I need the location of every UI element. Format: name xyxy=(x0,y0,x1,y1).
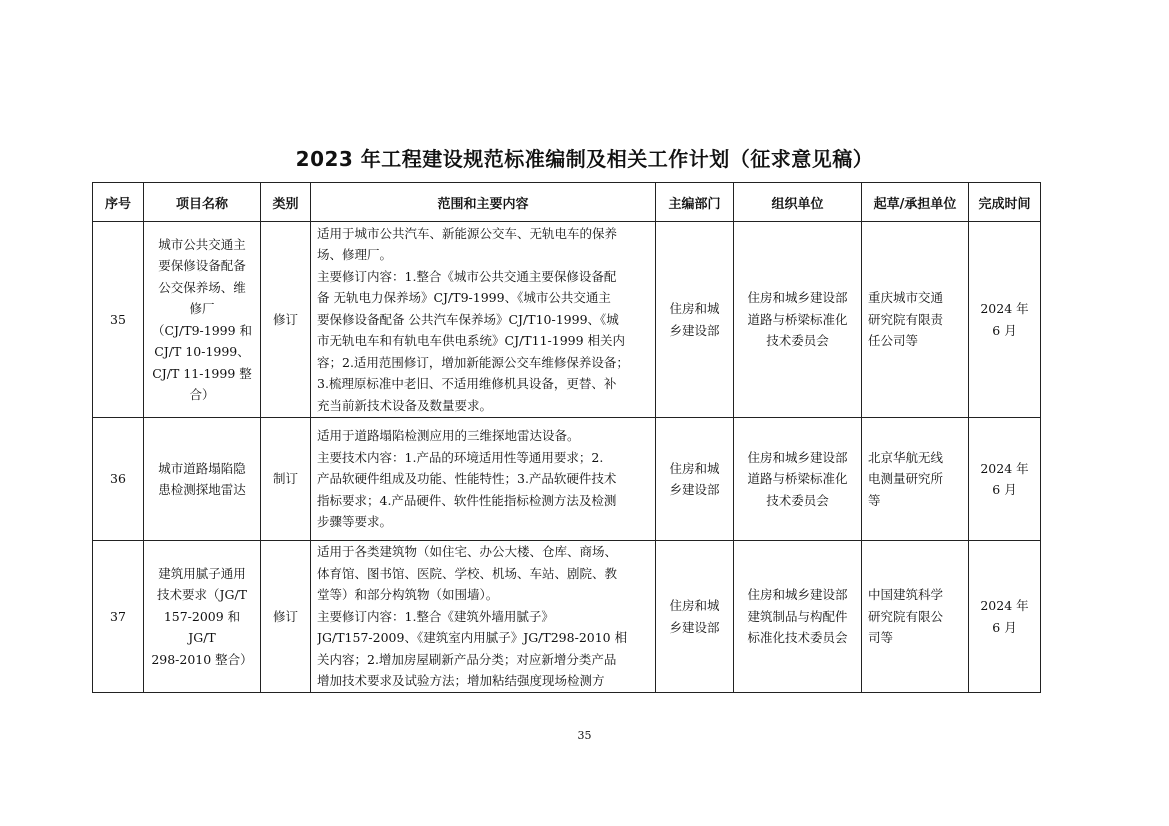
table-header-row xyxy=(93,183,1041,222)
row-org xyxy=(734,222,862,418)
row-drafter xyxy=(862,222,969,418)
row-time: 2024 年 6 月 xyxy=(969,541,1041,693)
header-editor: 主编部门 xyxy=(656,183,734,222)
row-no: 37 xyxy=(93,541,144,693)
row-time: 2024 年 6 月 xyxy=(969,222,1041,418)
row-org-text: 住房和城乡建设部 道路与桥梁标准化 技术委员会 xyxy=(747,290,848,349)
row-editor-text: 住房和城 乡建设部 xyxy=(669,598,720,635)
plan-table xyxy=(92,182,1041,693)
row-drafter-text: 北京华航无线 电测量研究所 等 xyxy=(868,449,944,508)
row-drafter-text: 中国建筑科学 研究院有限公 司等 xyxy=(868,587,944,646)
content-line: 产品软硬件组成及功能、性能特性；3.产品软硬件技术 xyxy=(317,471,617,487)
row-editor xyxy=(656,541,734,693)
content-line: 主要技术内容：1.产品的环境适用性等通用要求；2. xyxy=(317,449,604,465)
row-drafter xyxy=(862,418,969,541)
content-line: 指标要求；4.产品硬件、软件性能指标检测方法及检测 xyxy=(317,492,617,508)
row-content xyxy=(311,418,656,541)
content-line: 关内容；2.增加房屋刷新产品分类；对应新增分类产品 xyxy=(317,651,617,667)
content-line: 主要修订内容：1.整合《建筑外墙用腻子》 xyxy=(317,608,554,624)
row-editor-text: 住房和城 乡建设部 xyxy=(669,301,720,338)
row-name-text: 城市道路塌陷隐 患检测探地雷达 xyxy=(158,460,246,497)
row-type: 制订 xyxy=(261,418,311,541)
content-line: 市无轨电车和有轨电车供电系统》CJ/T11-1999 相关内 xyxy=(317,333,626,349)
content-line: 场、修理厂。 xyxy=(317,247,393,263)
content-line: 堂等）和部分构筑物（如围墙）。 xyxy=(317,587,499,603)
table-row xyxy=(93,222,1041,418)
row-org-text: 住房和城乡建设部 道路与桥梁标准化 技术委员会 xyxy=(747,449,848,508)
row-name xyxy=(144,418,261,541)
row-drafter xyxy=(862,541,969,693)
page-number: 35 xyxy=(577,729,592,742)
content-line: 适用于城市公共汽车、新能源公交车、无轨电车的保养 xyxy=(317,225,618,241)
row-org xyxy=(734,541,862,693)
row-name xyxy=(144,541,261,693)
row-name xyxy=(144,222,261,418)
table-row xyxy=(93,418,1041,541)
header-drafter: 起草/承担单位 xyxy=(862,183,969,222)
row-org-text: 住房和城乡建设部 建筑制品与构配件 标准化技术委员会 xyxy=(747,587,848,646)
row-org xyxy=(734,418,862,541)
content-line: 适用于各类建筑物（如住宅、办公大楼、仓库、商场、 xyxy=(317,544,618,560)
header-org: 组织单位 xyxy=(734,183,862,222)
content-line: JG/T157-2009、《建筑室内用腻子》JG/T298-2010 相 xyxy=(317,630,628,646)
row-type: 修订 xyxy=(261,222,311,418)
row-no: 36 xyxy=(93,418,144,541)
page-title: 2023 年工程建设规范标准编制及相关工作计划（征求意见稿） xyxy=(295,147,874,171)
content-line: 步骤等要求。 xyxy=(317,514,393,530)
content-line: 备 无轨电力保养场》CJ/T9-1999、《城市公共交通主 xyxy=(317,290,611,306)
content-line: 容；2.适用范围修订，增加新能源公交车维修保养设备； xyxy=(317,354,629,370)
row-drafter-text: 重庆城市交通 研究院有限责 任公司等 xyxy=(868,290,944,349)
row-editor-text: 住房和城 乡建设部 xyxy=(669,460,720,497)
content-line: 3.梳理原标准中老旧、不适用维修机具设备，更替、补 xyxy=(317,376,617,392)
row-content xyxy=(311,222,656,418)
content-line: 主要修订内容：1.整合《城市公共交通主要保修设备配 xyxy=(317,268,617,284)
content-line: 要保修设备配备 公共汽车保养场》CJ/T10-1999、《城 xyxy=(317,311,619,327)
header-type: 类别 xyxy=(261,183,311,222)
row-name-text: 城市公共交通主 要保修设备配备 公交保养场、维 修厂 （CJ/T9-1999 和 CJ/T 10-1999、 CJ/T 11-1999 整 合） xyxy=(151,236,253,402)
content-line: 增加技术要求及试验方法；增加粘结强度现场检测方 xyxy=(317,673,605,689)
row-no: 35 xyxy=(93,222,144,418)
row-name-text: 建筑用腻子通用 技术要求（JG/T 157-2009 和 JG/T 298-2010 整合） xyxy=(151,565,253,667)
content-line: 适用于道路塌陷检测应用的三维探地雷达设备。 xyxy=(317,428,580,444)
row-content xyxy=(311,541,656,693)
content-line: 体育馆、图书馆、医院、学校、机场、车站、剧院、教 xyxy=(317,565,618,581)
row-editor xyxy=(656,222,734,418)
header-no: 序号 xyxy=(93,183,144,222)
header-time: 完成时间 xyxy=(969,183,1041,222)
row-type: 修订 xyxy=(261,541,311,693)
header-content: 范围和主要内容 xyxy=(311,183,656,222)
header-name: 项目名称 xyxy=(144,183,261,222)
row-editor xyxy=(656,418,734,541)
content-line: 充当前新技术设备及数量要求。 xyxy=(317,397,493,413)
table-row xyxy=(93,541,1041,693)
row-time: 2024 年 6 月 xyxy=(969,418,1041,541)
